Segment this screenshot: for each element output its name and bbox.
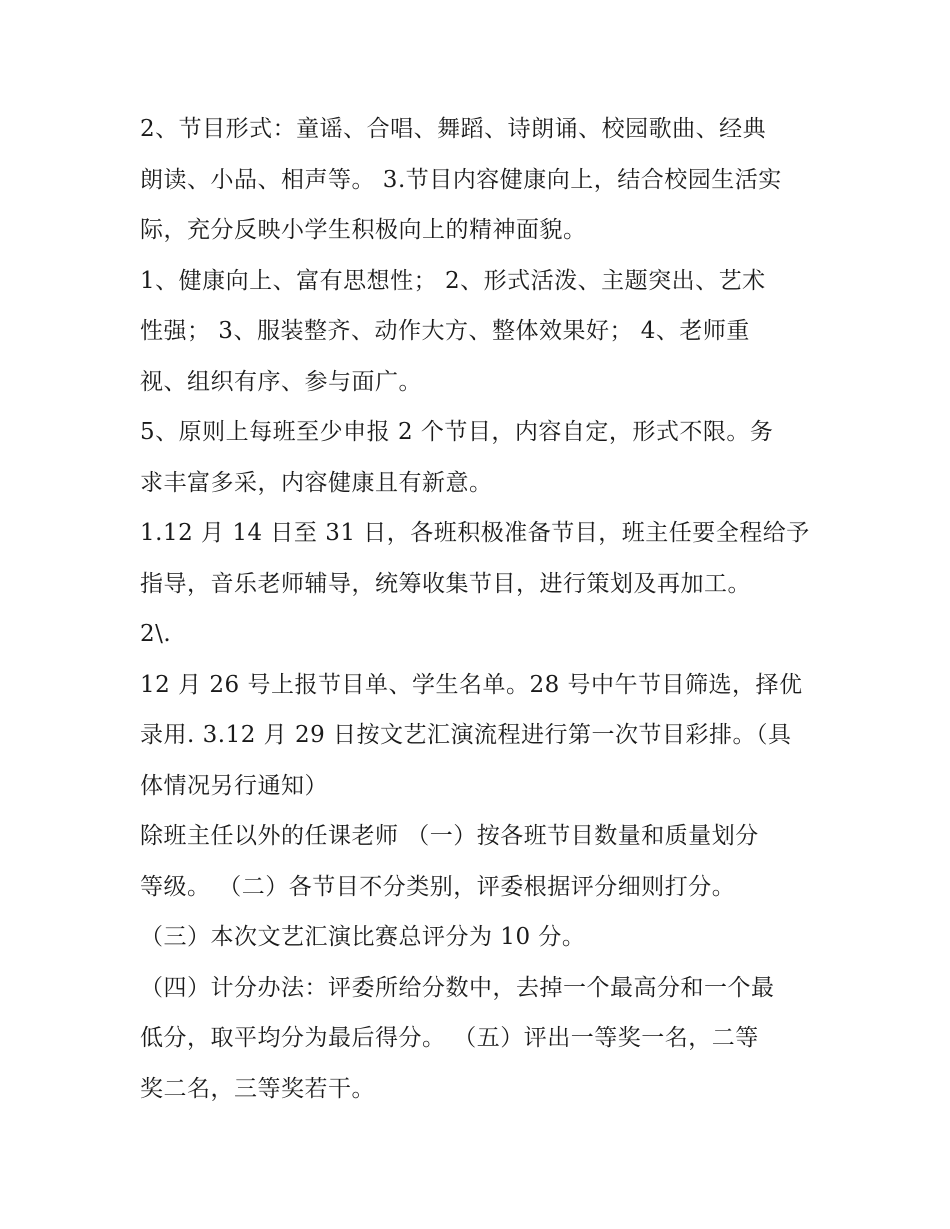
text-line: 低分，取平均分为最后得分。 （五）评出一等奖一名，二等 xyxy=(140,1025,759,1051)
text-line: 5、原则上每班至少申报 2 个节目，内容自定，形式不限。务 xyxy=(140,419,774,445)
text-line: 体情况另行通知） xyxy=(140,772,328,799)
text-line: 求丰富多采，内容健康且有新意。 xyxy=(140,469,493,496)
text-line: 2\. xyxy=(140,621,172,647)
text-line: 2、节目形式：童谣、合唱、舞蹈、诗朗诵、校园歌曲、经典 xyxy=(140,116,767,142)
text-line: 除班主任以外的任课老师 （一）按各班节目数量和质量划分 xyxy=(140,823,759,849)
text-line: 1.12 月 14 日至 31 日，各班积极准备节目，班主任要全程给予 xyxy=(140,520,810,546)
text-line: 等级。 （二）各节目不分类别，评委根据评分细则打分。 xyxy=(140,873,736,900)
document-body xyxy=(140,104,830,1114)
text-line: 指导，音乐老师辅导，统筹收集节目，进行策划及再加工。 xyxy=(140,570,751,597)
text-line: 性强； 3、服装整齐、动作大方、整体效果好； 4、老师重 xyxy=(140,318,750,344)
text-line: （三）本次文艺汇演比赛总评分为 10 分。 xyxy=(140,924,586,950)
text-line: 1、健康向上、富有思想性； 2、形式活泼、主题突出、艺术 xyxy=(140,267,766,294)
text-line: （四）计分办法：评委所给分数中，去掉一个最高分和一个最 xyxy=(140,974,775,1001)
text-line: 朗读、小品、相声等。 3.节目内容健康向上，结合校园生活实 xyxy=(140,166,782,193)
text-line: 奖二名，三等奖若干。 xyxy=(140,1075,375,1102)
text-line: 录用. 3.12 月 29 日按文艺汇演流程进行第一次节目彩排。（具 xyxy=(140,722,792,748)
text-line: 视、组织有序、参与面广。 xyxy=(140,368,422,395)
text-line: 12 月 26 号上报节目单、学生名单。28 号中午节目筛选，择优 xyxy=(140,671,803,698)
text-line: 际，充分反映小学生积极向上的精神面貌。 xyxy=(140,217,587,243)
